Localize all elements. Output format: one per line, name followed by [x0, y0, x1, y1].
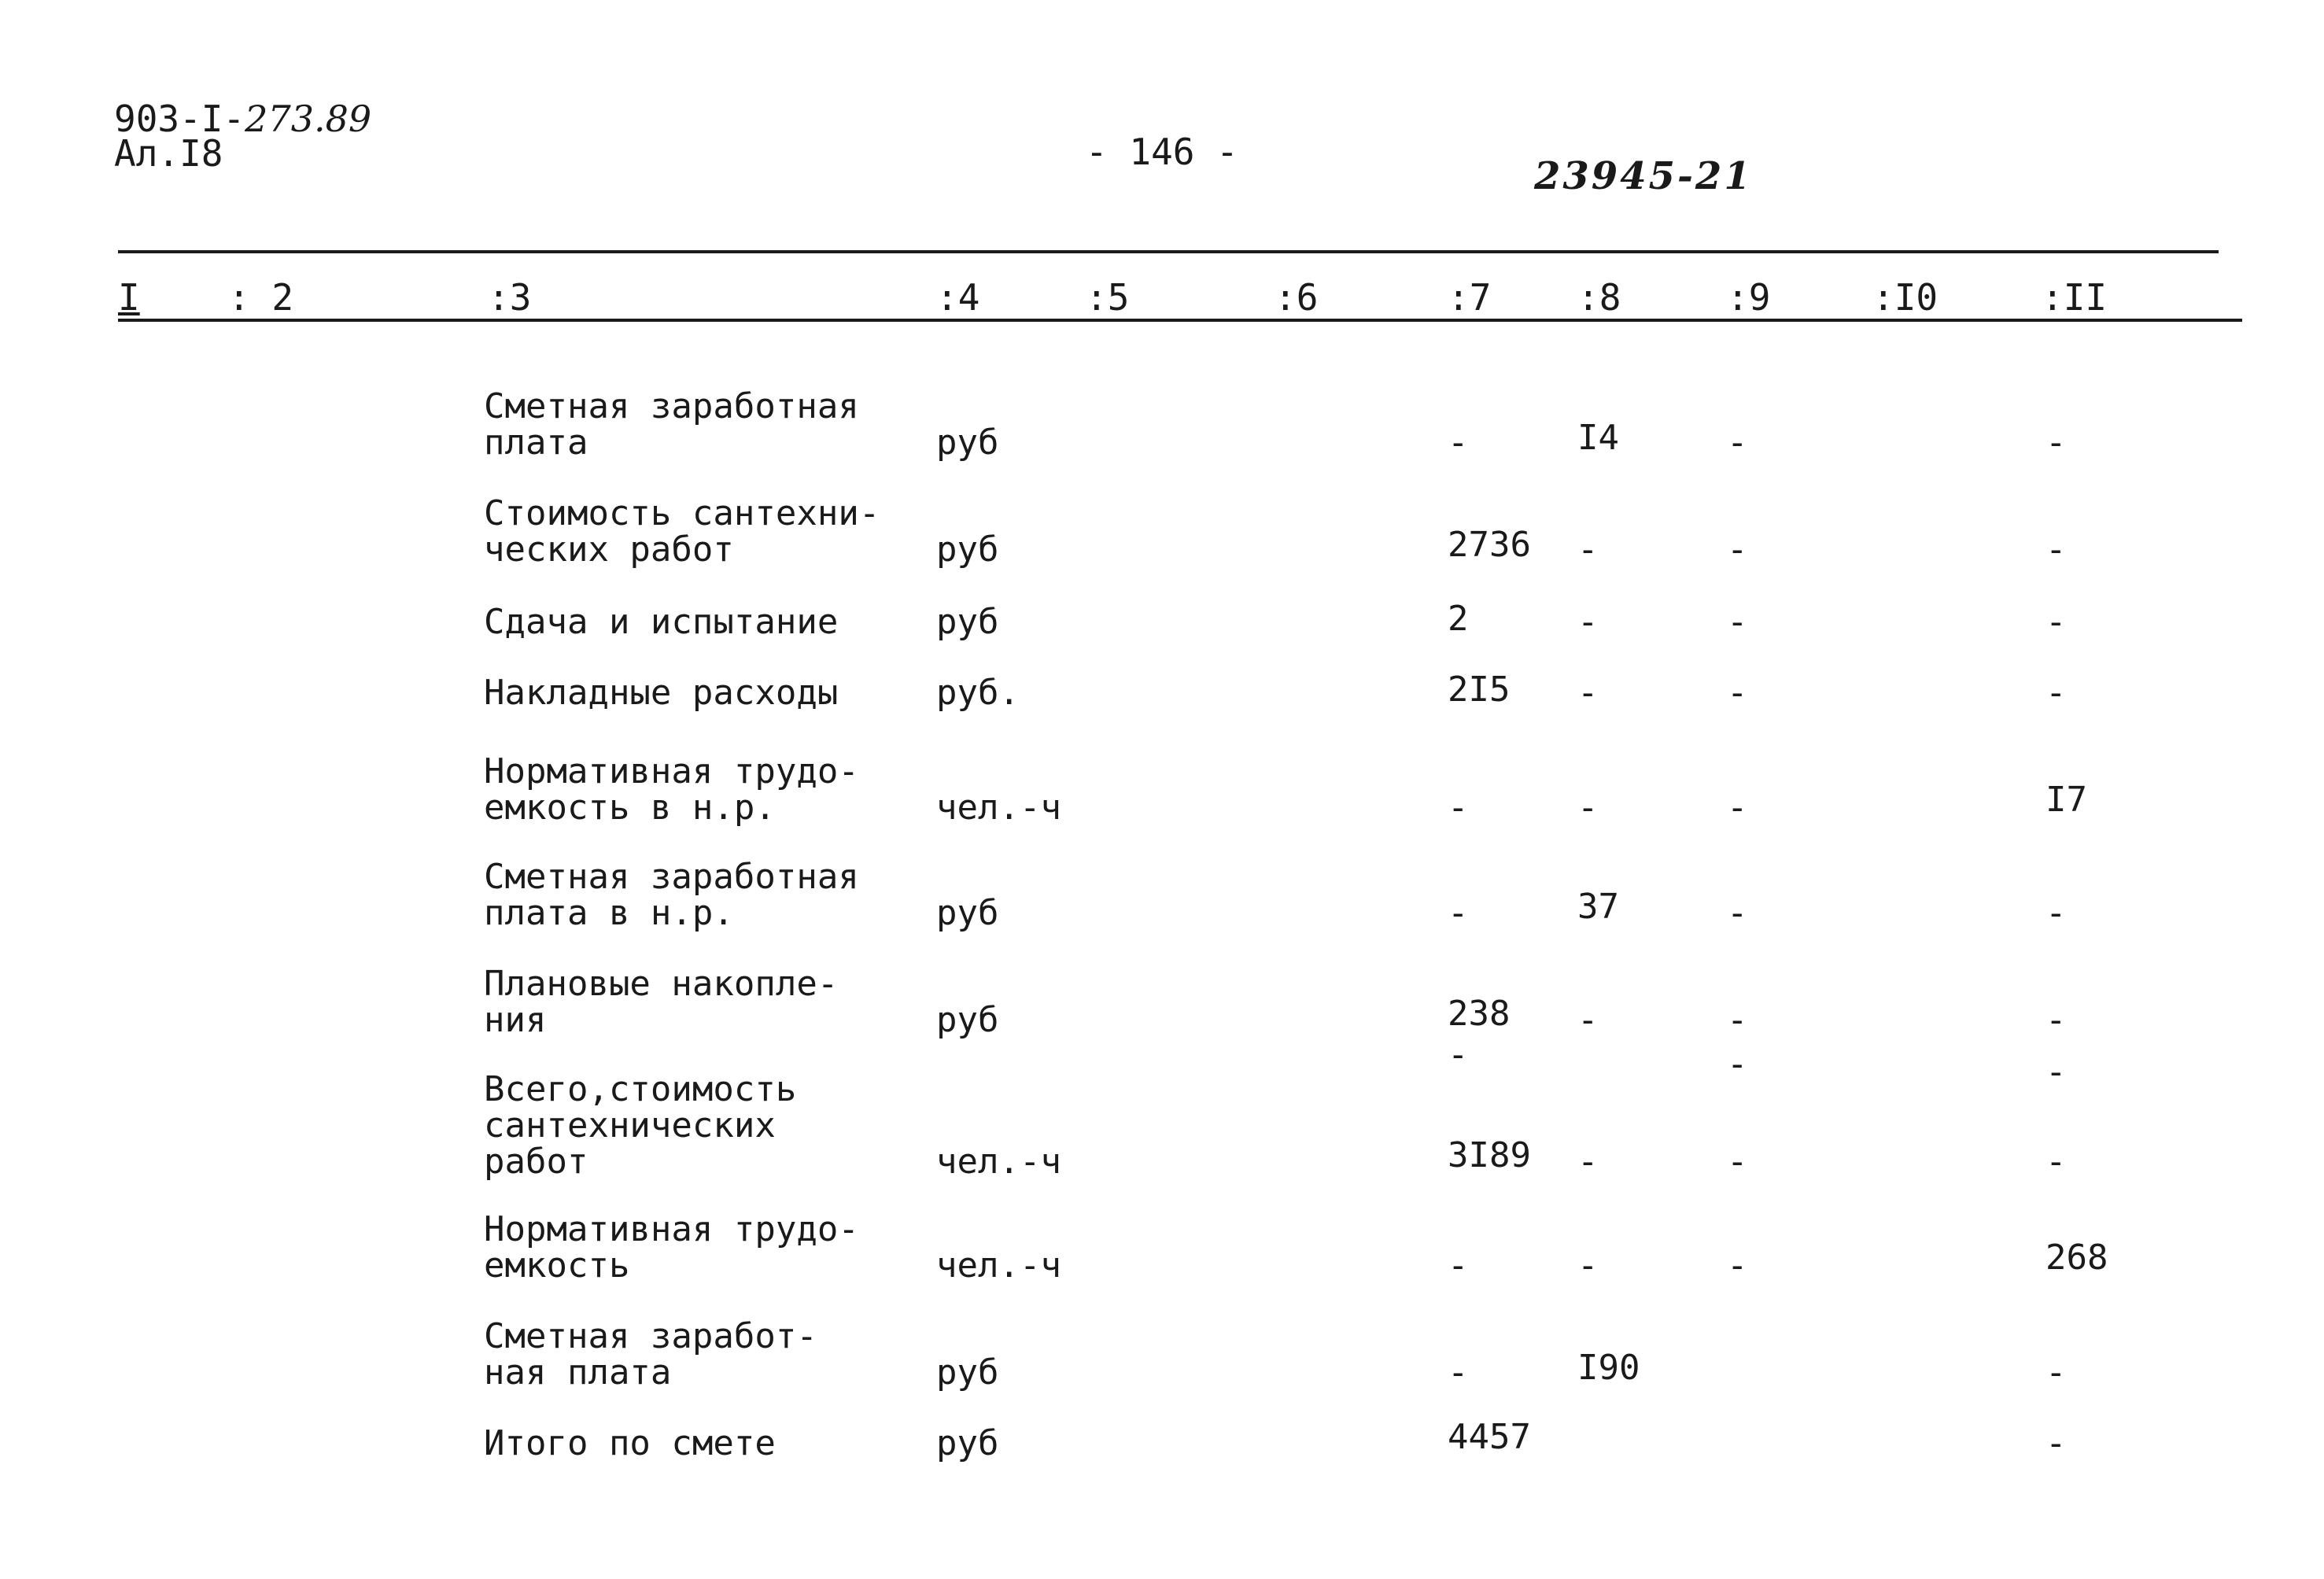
row-name: Плановые накопле- ния — [484, 964, 839, 1040]
row-col11: - — [2045, 1000, 2067, 1040]
row-name: Сметная заработная плата в н.р. — [484, 857, 859, 933]
row-col7: - — [1448, 893, 1469, 933]
column-header-rule — [118, 319, 2242, 322]
row-unit: руб — [936, 1423, 999, 1463]
row-col11: - — [2045, 1352, 2067, 1393]
row-col9: - — [1727, 893, 1748, 933]
row-name: Нормативная трудо- емкость в н.р. — [484, 751, 859, 828]
row-col8: I90 — [1577, 1348, 1640, 1388]
row-name: Стоимость сантехни- ческих работ — [484, 493, 880, 570]
row-unit: руб — [936, 893, 999, 933]
row-col9: - — [1727, 673, 1748, 713]
row-col9: - — [1727, 602, 1748, 642]
row-col8: - — [1577, 1000, 1599, 1040]
row-col11: - — [2045, 673, 2067, 713]
sheet-label: Ал.I8 — [114, 132, 223, 175]
row-col9: - — [1727, 1142, 1748, 1182]
separator-dash: - — [2045, 1052, 2067, 1092]
col-header-7: :7 — [1448, 276, 1492, 319]
col-header-9: :9 — [1727, 276, 1771, 319]
row-col11: - — [2045, 1423, 2067, 1463]
row-col8: I4 — [1577, 418, 1619, 458]
row-col11: 268 — [2045, 1238, 2108, 1278]
row-name: Сдача и испытание — [484, 602, 839, 642]
row-col7: 2 — [1448, 599, 1469, 639]
row-name: Всего,стоимость сантехнических работ — [484, 1069, 797, 1182]
row-col9: - — [1727, 422, 1748, 463]
col-header-5: :5 — [1086, 276, 1130, 319]
col-header-3: :3 — [488, 276, 532, 319]
row-unit: руб — [936, 602, 999, 642]
row-col7: - — [1448, 1352, 1469, 1393]
col-header-2: : 2 — [228, 276, 294, 319]
row-col7: 2736 — [1448, 525, 1531, 565]
row-col11: I7 — [2045, 780, 2087, 820]
row-col11: - — [2045, 602, 2067, 642]
code-prefix: 903-I- — [114, 98, 245, 140]
row-unit: чел.-ч — [936, 1142, 1061, 1182]
row-col7: 3I89 — [1448, 1135, 1531, 1175]
row-col11: - — [2045, 1142, 2067, 1182]
col-header-1: I — [118, 276, 140, 319]
row-unit: руб — [936, 1000, 999, 1040]
row-col8: 37 — [1577, 887, 1619, 927]
row-name: Итого по смете — [484, 1423, 776, 1463]
col-header-11: :II — [2042, 276, 2108, 319]
row-col7: - — [1448, 1245, 1469, 1286]
row-col11: - — [2045, 893, 2067, 933]
row-unit: руб — [936, 422, 999, 463]
code-handwritten: 273.89 — [245, 98, 372, 140]
row-name: Нормативная трудо- емкость — [484, 1209, 859, 1286]
col-header-4: :4 — [936, 276, 980, 319]
row-col8: - — [1577, 788, 1599, 828]
row-name: Накладные расходы — [484, 673, 839, 713]
doc-number: 23945-21 — [1534, 154, 1753, 198]
row-col7: - — [1448, 788, 1469, 828]
row-unit: руб — [936, 1352, 999, 1393]
row-name: Сметная заработ- ная плата — [484, 1316, 817, 1393]
row-col7: 4457 — [1448, 1417, 1531, 1457]
row-col8: - — [1577, 673, 1599, 713]
separator-dash: - — [1727, 1044, 1748, 1084]
top-rule — [118, 250, 2219, 253]
row-unit: руб. — [936, 673, 1020, 713]
row-col7: - — [1448, 422, 1469, 463]
row-col7: 238 — [1448, 994, 1511, 1034]
row-col9: - — [1727, 529, 1748, 570]
row-col11: - — [2045, 529, 2067, 570]
row-name: Сметная заработная плата — [484, 386, 859, 463]
row-col9: - — [1727, 1245, 1748, 1286]
row-col9: - — [1727, 788, 1748, 828]
row-unit: руб — [936, 529, 999, 570]
row-unit: чел.-ч — [936, 1245, 1061, 1286]
row-unit: чел.-ч — [936, 788, 1061, 828]
row-col7: 2I5 — [1448, 670, 1511, 710]
col-header-6: :6 — [1275, 276, 1319, 319]
row-col11: - — [2045, 422, 2067, 463]
col-header-10: :I0 — [1872, 276, 1939, 319]
row-col8: - — [1577, 529, 1599, 570]
row-col8: - — [1577, 1245, 1599, 1286]
row-col8: - — [1577, 1142, 1599, 1182]
col-header-8: :8 — [1577, 276, 1621, 319]
row-col8: - — [1577, 602, 1599, 642]
separator-dash: - — [1448, 1035, 1469, 1075]
page-number: - 146 - — [1086, 131, 1238, 173]
row-col9: - — [1727, 1000, 1748, 1040]
